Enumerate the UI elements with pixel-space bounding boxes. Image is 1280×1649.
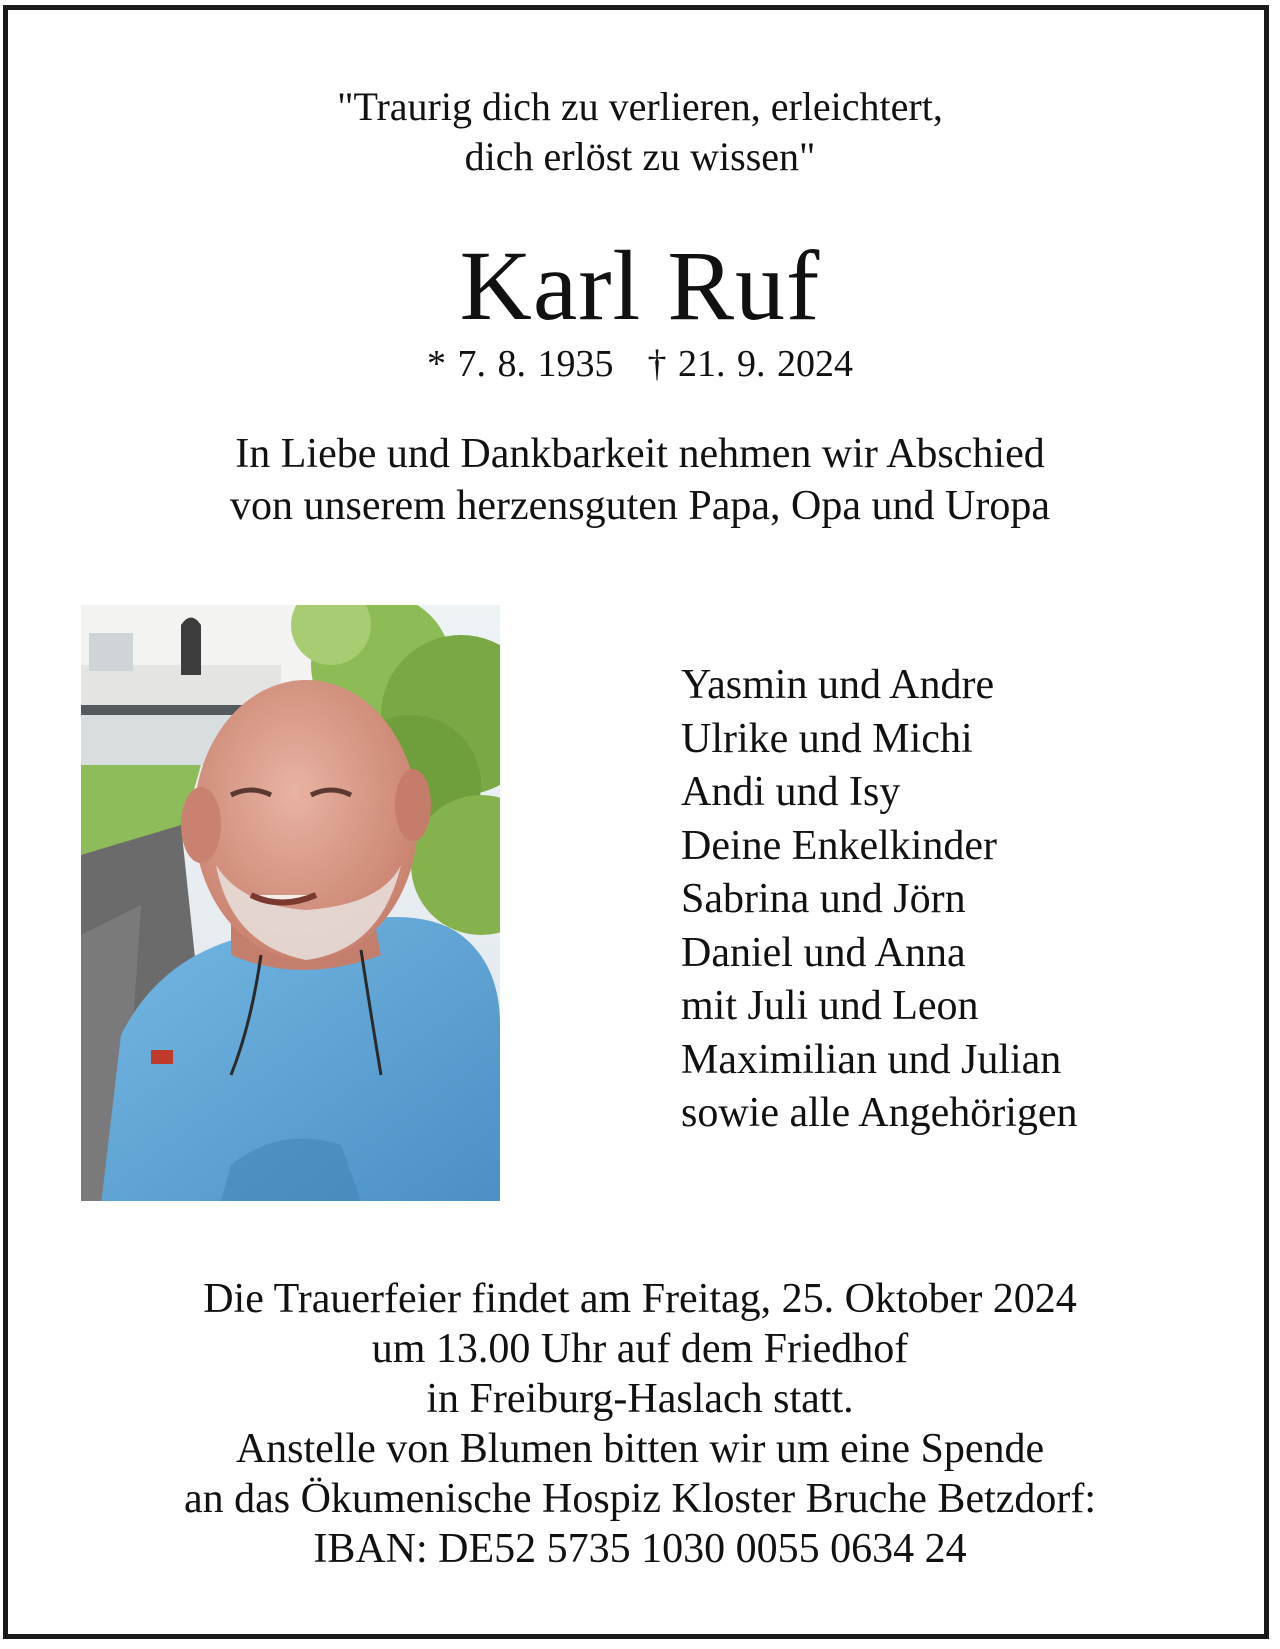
- farewell-line: von unserem herzensguten Papa, Opa und Uropa: [230, 483, 1050, 529]
- family-member: Daniel und Anna: [681, 929, 966, 976]
- family-member: mit Juli und Leon: [681, 983, 979, 1029]
- death-date: † 21. 9. 2024: [647, 343, 853, 385]
- iban-line: IBAN: DE52 5735 1030 0055 0634 24: [313, 1526, 967, 1572]
- family-member: Andi und Isy: [681, 769, 901, 815]
- family-member: Maximilian und Julian: [681, 1036, 1062, 1083]
- family-member: Deine Enkelkinder: [681, 822, 998, 869]
- family-member: sowie alle Angehörigen: [681, 1090, 1078, 1136]
- birth-date: * 7. 8. 1935: [427, 343, 614, 385]
- quote-line: "Traurig dich zu verlieren, erleichtert,: [337, 84, 943, 129]
- quote: [0, 82, 1280, 182]
- life-dates: [0, 342, 1280, 386]
- donation-line: an das Ökumenische Hospiz Kloster Bruche Betzdorf:: [183, 1476, 1097, 1522]
- family-member: Ulrike und Michi: [681, 715, 973, 762]
- ceremony-info: [0, 1274, 1280, 1574]
- family-member: Yasmin und Andre: [681, 662, 995, 708]
- ceremony-line: in Freiburg-Haslach statt.: [426, 1376, 854, 1422]
- donation-line: Anstelle von Blumen bitten wir um eine Spende: [235, 1426, 1045, 1472]
- portrait-photo: [81, 605, 500, 1201]
- farewell-text: [0, 428, 1280, 532]
- ceremony-line: Die Trauerfeier findet am Freitag, 25. Oktober 2024: [203, 1276, 1077, 1322]
- farewell-line: In Liebe und Dankbarkeit nehmen wir Abschied: [235, 431, 1045, 477]
- quote-line: dich erlöst zu wissen": [464, 134, 816, 179]
- family-member: Sabrina und Jörn: [681, 876, 966, 922]
- ceremony-line: um 13.00 Uhr auf dem Friedhof: [371, 1326, 909, 1372]
- family-list: [681, 659, 1078, 1141]
- deceased-name: Karl Ruf: [459, 230, 821, 341]
